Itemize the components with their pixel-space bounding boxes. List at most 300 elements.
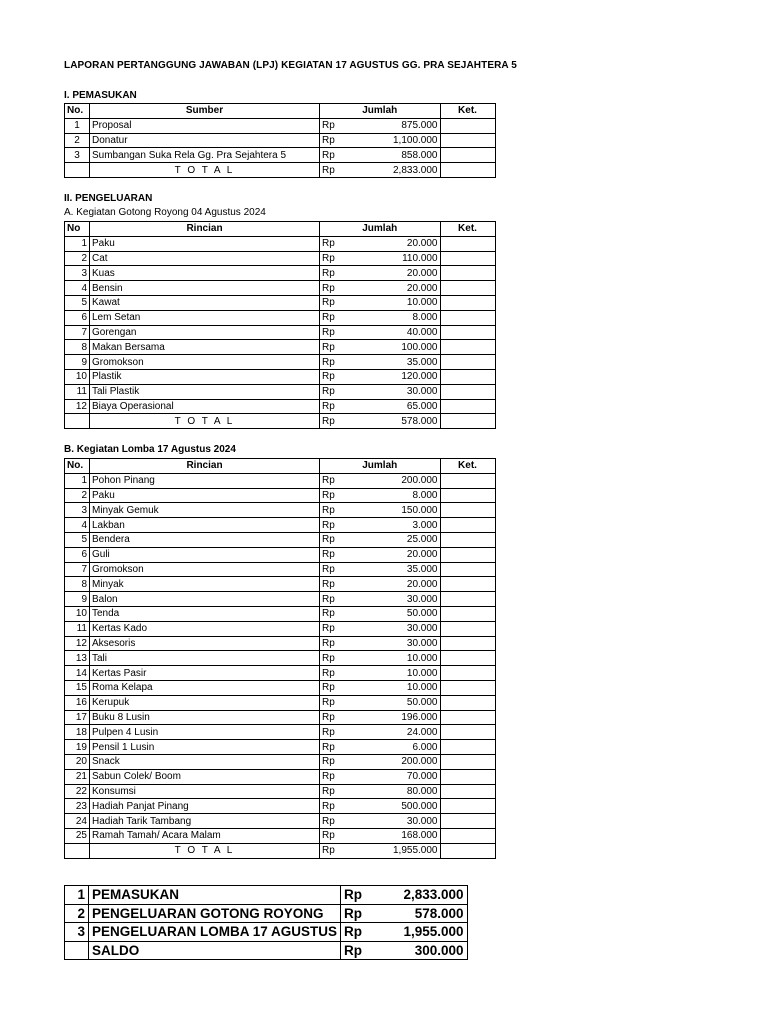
gotong-royong-body [65,236,496,414]
row-amount: 40.000 [384,325,440,340]
table-row [65,547,496,562]
row-name: Hadiah Tarik Tambang [90,814,320,829]
row-amount: 8.000 [384,310,440,325]
row-ket [440,562,495,577]
report-title: LAPORAN PERTANGGUNG JAWABAN (LPJ) KEGIATAN 17 AGUSTUS GG. PRA SEJAHTERA 5 [64,60,517,71]
row-ket [440,814,495,829]
row-name: Ramah Tamah/ Acara Malam [90,828,320,843]
row-name: Cat [90,251,320,266]
table-row [65,621,496,636]
row-amount: 20.000 [384,281,440,296]
row-no: 4 [65,518,90,533]
row-no: 2 [65,488,90,503]
row-amount: 30.000 [384,621,440,636]
row-no: 8 [65,340,90,355]
row-name: Tenda [90,606,320,621]
row-ket [440,636,495,651]
row-name: Makan Bersama [90,340,320,355]
row-no: 17 [65,710,90,725]
row-ket [440,251,495,266]
table-row [65,488,496,503]
header-jumlah: Jumlah [320,104,441,119]
row-rp: Rp [320,503,385,518]
row-amount: 20.000 [384,547,440,562]
table-row [65,251,496,266]
row-rp: Rp [320,547,385,562]
row-amount: 35.000 [384,562,440,577]
table-row [65,710,496,725]
row-name: Hadiah Panjat Pinang [90,799,320,814]
table-row [65,784,496,799]
lomba-total-row [65,843,496,858]
row-name: Lakban [90,518,320,533]
summary-table [64,885,468,960]
row-amount: 6.000 [384,740,440,755]
table-row [65,562,496,577]
row-rp: Rp [320,562,385,577]
row-no: 16 [65,695,90,710]
table-row [65,281,496,296]
total-ket-cell [440,163,495,178]
row-no: 23 [65,799,90,814]
row-amount: 858.000 [384,148,440,163]
row-ket [440,281,495,296]
total-rp: Rp [320,414,385,429]
row-ket [440,532,495,547]
table-header-row [65,222,496,237]
row-no: 4 [65,281,90,296]
row-name: SALDO [89,941,341,960]
row-rp: Rp [320,710,385,725]
header-rincian: Rincian [90,222,320,237]
table-row [65,384,496,399]
row-amount: 30.000 [384,592,440,607]
row-rp: Rp [320,784,385,799]
row-no: 19 [65,740,90,755]
row-rp: Rp [320,754,385,769]
row-amount: 10.000 [384,651,440,666]
row-rp: Rp [320,325,385,340]
table-row [65,148,496,163]
row-no: 10 [65,369,90,384]
row-rp: Rp [320,473,385,488]
row-rp: Rp [320,695,385,710]
row-rp: Rp [320,518,385,533]
row-ket [440,369,495,384]
table-row [65,295,496,310]
header-no: No. [65,104,90,119]
row-amount: 100.000 [384,340,440,355]
row-rp: Rp [341,923,388,942]
row-rp: Rp [320,814,385,829]
row-no: 7 [65,325,90,340]
row-name: Gorengan [90,325,320,340]
row-no: 21 [65,769,90,784]
row-amount: 8.000 [384,488,440,503]
row-rp: Rp [320,636,385,651]
row-ket [440,621,495,636]
row-rp: Rp [320,399,385,414]
row-rp: Rp [320,828,385,843]
row-ket [440,133,495,148]
row-name: Pohon Pinang [90,473,320,488]
row-amount: 150.000 [384,503,440,518]
summary-row [65,904,468,923]
row-amount: 1,955.000 [387,923,467,942]
row-rp: Rp [320,592,385,607]
row-rp: Rp [320,488,385,503]
row-rp: Rp [320,251,385,266]
header-rincian: Rincian [90,459,320,474]
row-rp: Rp [320,577,385,592]
row-ket [440,666,495,681]
row-ket [440,340,495,355]
row-no: 2 [65,133,90,148]
row-rp: Rp [320,384,385,399]
header-sumber: Sumber [90,104,320,119]
pemasukan-heading: I. PEMASUKAN [64,90,137,101]
row-no: 6 [65,547,90,562]
summary-row [65,886,468,905]
row-rp: Rp [341,904,388,923]
table-row [65,814,496,829]
row-amount: 10.000 [384,666,440,681]
row-no: 24 [65,814,90,829]
row-rp: Rp [320,369,385,384]
row-ket [440,799,495,814]
row-amount: 875.000 [384,118,440,133]
header-ket: Ket. [440,104,495,119]
row-rp: Rp [320,281,385,296]
row-no: 18 [65,725,90,740]
table-row [65,118,496,133]
row-rp: Rp [320,769,385,784]
table-row [65,236,496,251]
table-row [65,680,496,695]
total-ket-cell [440,843,495,858]
row-amount: 50.000 [384,695,440,710]
row-amount: 30.000 [384,814,440,829]
row-amount: 10.000 [384,680,440,695]
row-ket [440,754,495,769]
row-rp: Rp [320,236,385,251]
row-rp: Rp [320,340,385,355]
row-rp: Rp [320,799,385,814]
row-amount: 300.000 [387,941,467,960]
row-amount: 2,833.000 [387,886,467,905]
row-name: Gromokson [90,562,320,577]
row-ket [440,325,495,340]
row-no: 12 [65,399,90,414]
table-row [65,636,496,651]
row-name: Biaya Operasional [90,399,320,414]
row-amount: 3.000 [384,518,440,533]
row-amount: 35.000 [384,355,440,370]
row-amount: 50.000 [384,606,440,621]
row-ket [440,355,495,370]
row-name: Sumbangan Suka Rela Gg. Pra Sejahtera 5 [90,148,320,163]
row-name: Pulpen 4 Lusin [90,725,320,740]
row-name: Roma Kelapa [90,680,320,695]
header-no: No. [65,459,90,474]
header-jumlah: Jumlah [320,222,441,237]
row-name: Minyak Gemuk [90,503,320,518]
row-name: Donatur [90,133,320,148]
table-row [65,355,496,370]
table-row [65,651,496,666]
row-ket [440,577,495,592]
row-amount: 120.000 [384,369,440,384]
row-name: Aksesoris [90,636,320,651]
row-no: 20 [65,754,90,769]
row-name: Sabun Colek/ Boom [90,769,320,784]
row-no: 10 [65,606,90,621]
row-ket [440,310,495,325]
table-row [65,503,496,518]
row-name: Tali [90,651,320,666]
row-name: Guli [90,547,320,562]
summary-row [65,941,468,960]
row-no: 7 [65,562,90,577]
row-ket [440,384,495,399]
row-name: Proposal [90,118,320,133]
row-rp: Rp [320,606,385,621]
pemasukan-table [64,103,496,178]
row-name: Bensin [90,281,320,296]
row-name: Gromokson [90,355,320,370]
total-rp: Rp [320,163,385,178]
row-name: Pensil 1 Lusin [90,740,320,755]
summary-row [65,923,468,942]
row-no: 1 [65,118,90,133]
pemasukan-body [65,118,496,162]
row-rp: Rp [320,680,385,695]
row-ket [440,118,495,133]
row-name: Lem Setan [90,310,320,325]
row-ket [440,399,495,414]
total-no-cell [65,414,90,429]
row-amount: 10.000 [384,295,440,310]
row-name: PENGELUARAN GOTONG ROYONG [89,904,341,923]
row-ket [440,518,495,533]
row-no: 9 [65,592,90,607]
pemasukan-total-row [65,163,496,178]
row-ket [440,236,495,251]
row-name: PENGELUARAN LOMBA 17 AGUSTUS [89,923,341,942]
lomba-body [65,473,496,843]
row-amount: 1,100.000 [384,133,440,148]
row-no: 2 [65,251,90,266]
row-no: 5 [65,532,90,547]
table-row [65,577,496,592]
total-no-cell [65,163,90,178]
table-header-row [65,459,496,474]
row-rp: Rp [320,118,385,133]
row-name: Balon [90,592,320,607]
row-amount: 25.000 [384,532,440,547]
row-amount: 200.000 [384,754,440,769]
row-amount: 200.000 [384,473,440,488]
row-rp: Rp [320,725,385,740]
row-ket [440,503,495,518]
row-no: 1 [65,886,89,905]
row-ket [440,680,495,695]
row-rp: Rp [320,355,385,370]
row-no: 11 [65,384,90,399]
row-no: 1 [65,236,90,251]
row-ket [440,473,495,488]
gotong-royong-heading: A. Kegiatan Gotong Royong 04 Agustus 2024 [64,207,266,218]
row-rp: Rp [320,532,385,547]
row-name: Tali Plastik [90,384,320,399]
row-ket [440,488,495,503]
row-rp: Rp [320,133,385,148]
header-ket: Ket. [440,459,495,474]
table-row [65,133,496,148]
row-no: 3 [65,503,90,518]
table-row [65,828,496,843]
row-amount: 500.000 [384,799,440,814]
total-amount: 1,955.000 [384,843,440,858]
table-row [65,592,496,607]
row-name: Kertas Kado [90,621,320,636]
row-rp: Rp [320,621,385,636]
summary-body [65,886,468,960]
row-rp: Rp [341,941,388,960]
table-row [65,325,496,340]
row-ket [440,295,495,310]
table-row [65,725,496,740]
lomba-table [64,458,496,859]
pengeluaran-heading: II. PENGELUARAN [64,193,153,204]
row-name: Paku [90,236,320,251]
row-no [65,941,89,960]
row-no: 6 [65,310,90,325]
row-name: Konsumsi [90,784,320,799]
row-name: Plastik [90,369,320,384]
row-no: 2 [65,904,89,923]
table-row [65,740,496,755]
row-amount: 70.000 [384,769,440,784]
table-row [65,266,496,281]
row-name: Kawat [90,295,320,310]
row-name: Minyak [90,577,320,592]
gotong-royong-table [64,221,496,429]
row-ket [440,592,495,607]
row-ket [440,710,495,725]
row-no: 22 [65,784,90,799]
row-no: 15 [65,680,90,695]
row-name: PEMASUKAN [89,886,341,905]
header-ket: Ket. [440,222,495,237]
row-no: 14 [65,666,90,681]
table-row [65,532,496,547]
row-ket [440,148,495,163]
row-name: Paku [90,488,320,503]
table-row [65,310,496,325]
lomba-heading: B. Kegiatan Lomba 17 Agustus 2024 [64,444,236,455]
row-amount: 110.000 [384,251,440,266]
row-no: 12 [65,636,90,651]
total-label: T O T A L [90,843,320,858]
table-row [65,666,496,681]
row-ket [440,769,495,784]
total-amount: 578.000 [384,414,440,429]
row-ket [440,266,495,281]
row-name: Kerupuk [90,695,320,710]
row-name: Snack [90,754,320,769]
row-no: 13 [65,651,90,666]
header-no: No [65,222,90,237]
row-name: Kertas Pasir [90,666,320,681]
table-row [65,695,496,710]
row-no: 9 [65,355,90,370]
row-ket [440,606,495,621]
total-no-cell [65,843,90,858]
row-amount: 24.000 [384,725,440,740]
table-row [65,754,496,769]
total-label: T O T A L [90,163,320,178]
row-amount: 578.000 [387,904,467,923]
row-no: 5 [65,295,90,310]
row-ket [440,740,495,755]
table-header-row [65,104,496,119]
table-row [65,399,496,414]
table-row [65,473,496,488]
row-no: 3 [65,266,90,281]
row-name: Bendera [90,532,320,547]
row-name: Kuas [90,266,320,281]
row-amount: 65.000 [384,399,440,414]
header-jumlah: Jumlah [320,459,441,474]
row-ket [440,725,495,740]
row-amount: 80.000 [384,784,440,799]
table-row [65,769,496,784]
row-ket [440,828,495,843]
row-rp: Rp [320,295,385,310]
row-amount: 20.000 [384,266,440,281]
row-rp: Rp [320,266,385,281]
row-amount: 168.000 [384,828,440,843]
row-no: 25 [65,828,90,843]
row-no: 3 [65,148,90,163]
row-amount: 20.000 [384,236,440,251]
row-rp: Rp [320,651,385,666]
total-rp: Rp [320,843,385,858]
row-ket [440,784,495,799]
row-amount: 196.000 [384,710,440,725]
table-row [65,799,496,814]
row-ket [440,547,495,562]
total-amount: 2,833.000 [384,163,440,178]
gotong-royong-total-row [65,414,496,429]
row-amount: 20.000 [384,577,440,592]
row-no: 3 [65,923,89,942]
row-rp: Rp [341,886,388,905]
table-row [65,518,496,533]
row-ket [440,651,495,666]
row-rp: Rp [320,666,385,681]
total-ket-cell [440,414,495,429]
row-rp: Rp [320,310,385,325]
row-amount: 30.000 [384,384,440,399]
table-row [65,340,496,355]
total-label: T O T A L [90,414,320,429]
row-no: 8 [65,577,90,592]
row-rp: Rp [320,740,385,755]
row-no: 11 [65,621,90,636]
row-name: Buku 8 Lusin [90,710,320,725]
